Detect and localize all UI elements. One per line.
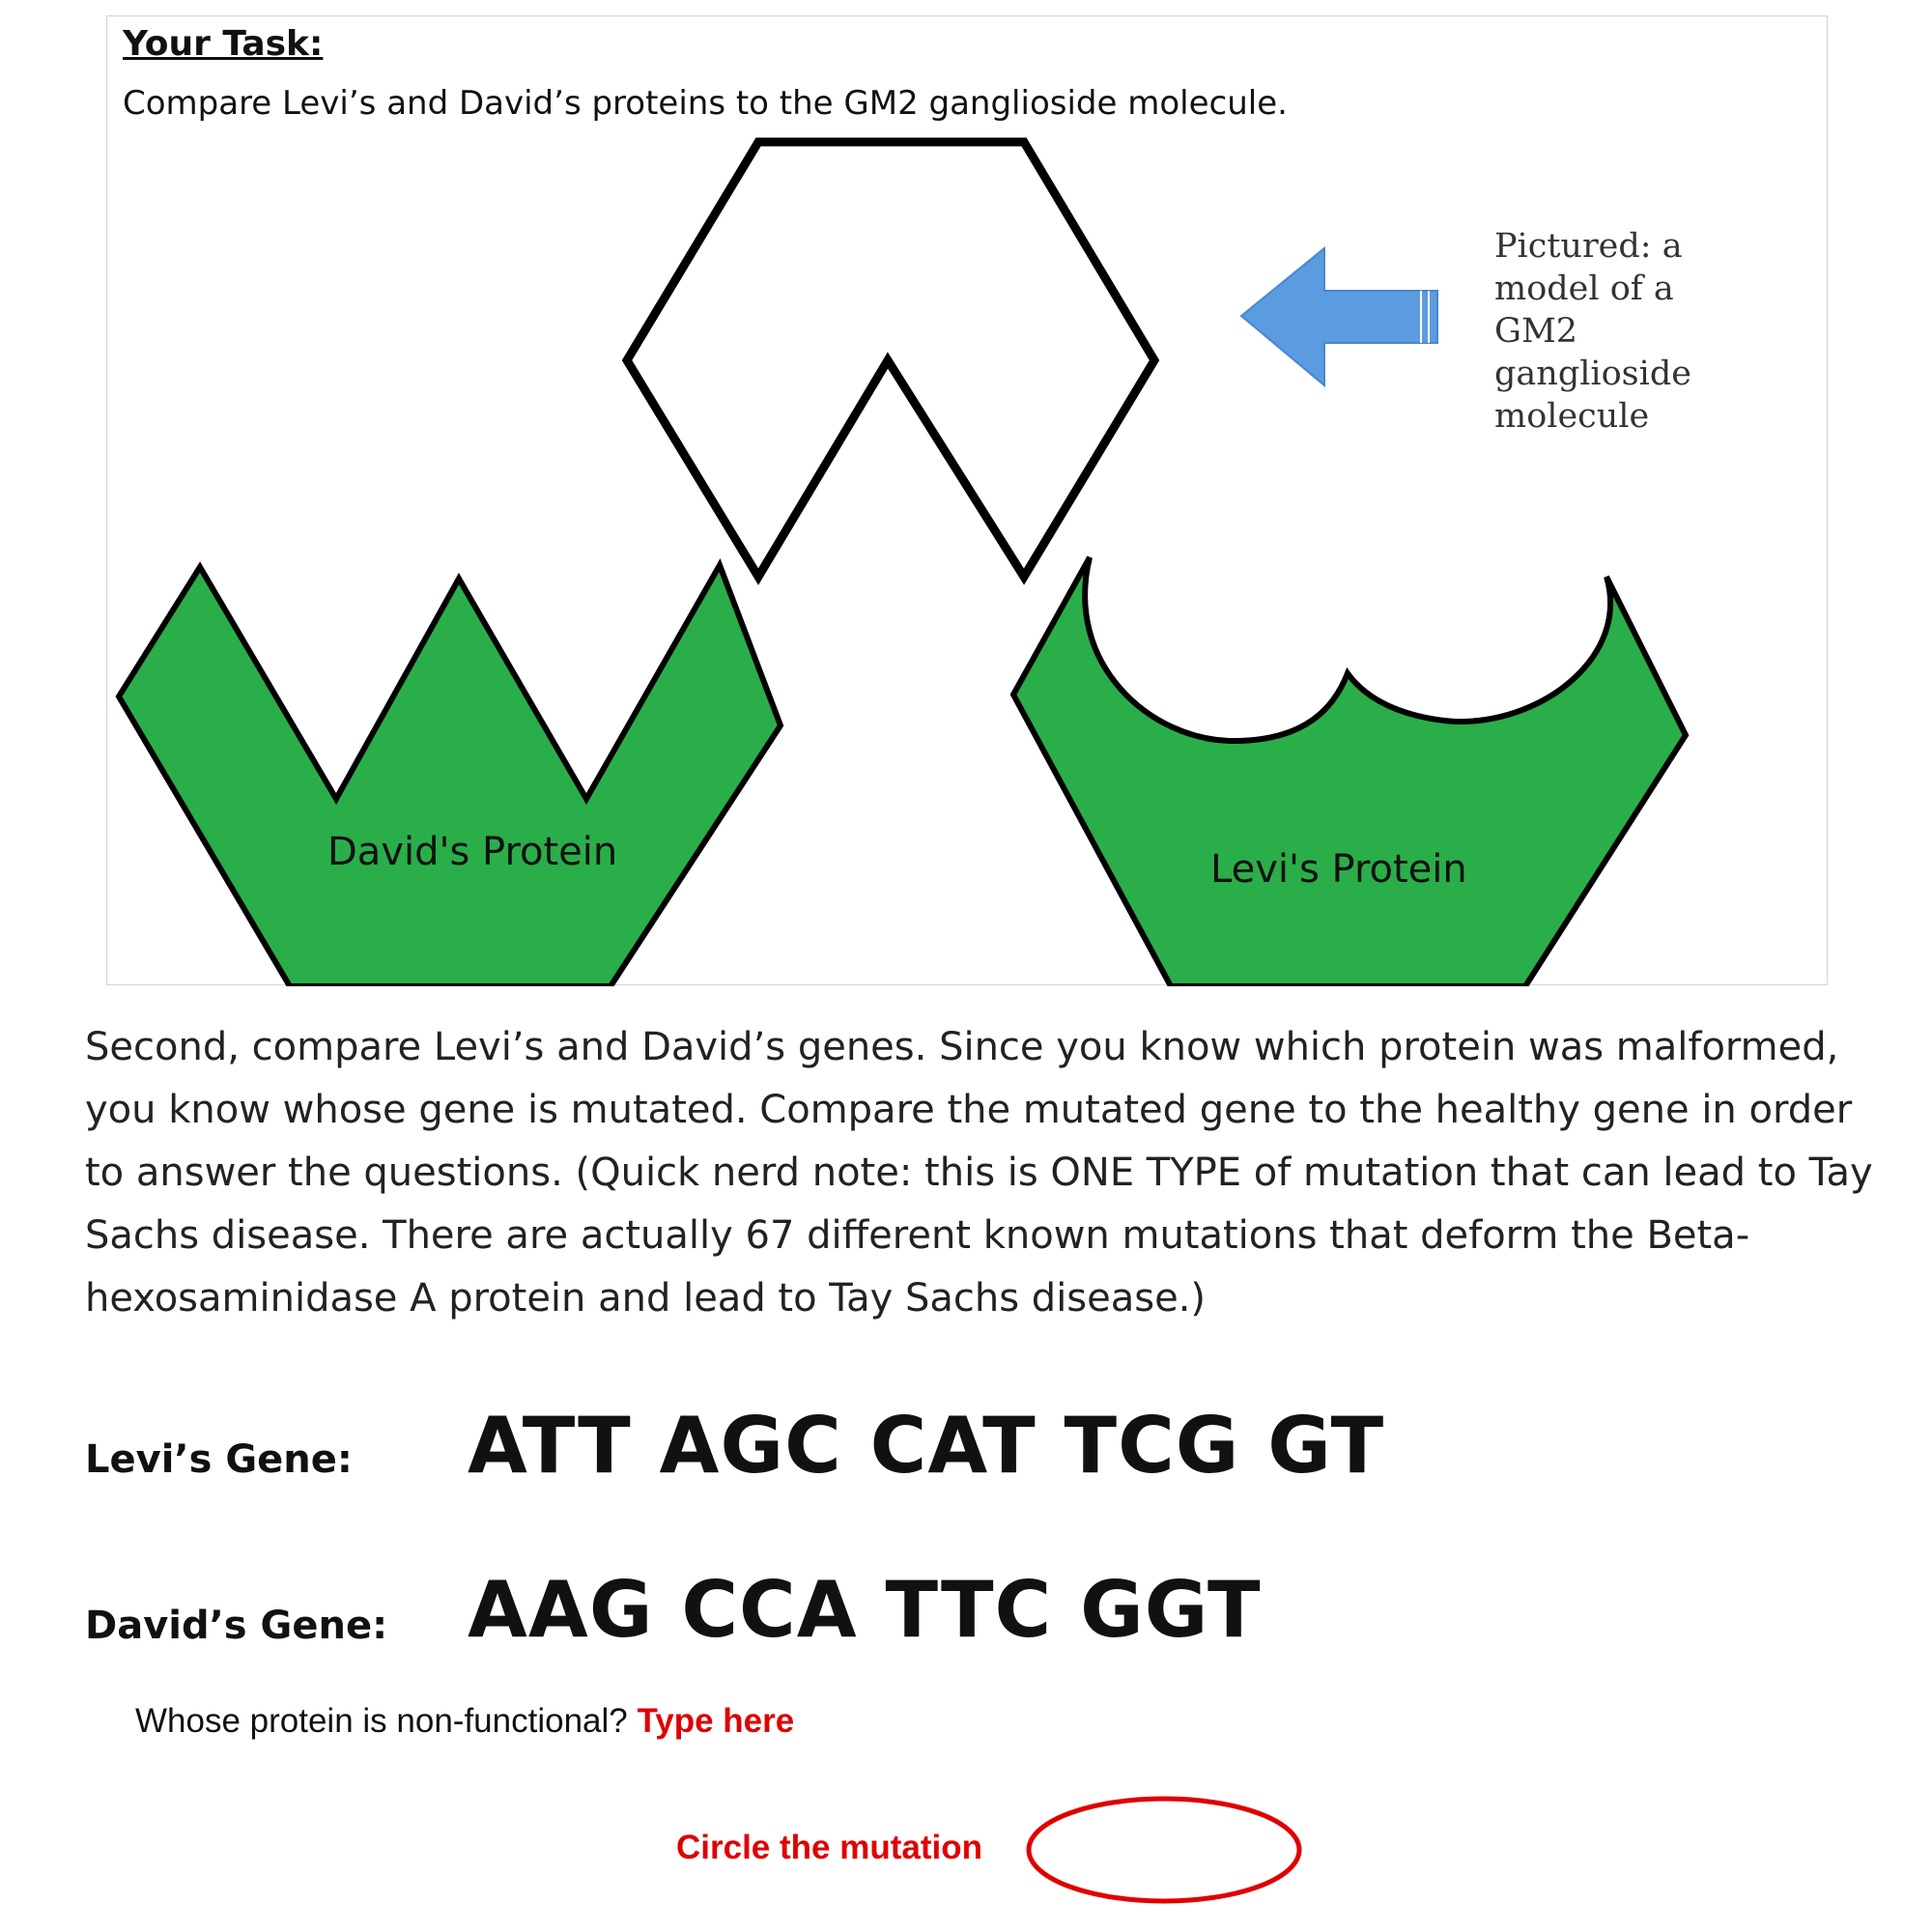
protein-diagram bbox=[107, 16, 1829, 986]
arrow-left-icon bbox=[1241, 248, 1437, 385]
mutation-circle-shape[interactable] bbox=[1024, 1795, 1304, 1906]
david-gene-sequence: AAG CCA TTC GGT bbox=[468, 1565, 1262, 1655]
david-gene-label: David’s Gene: bbox=[85, 1604, 388, 1648]
molecule-caption: Pictured: a model of a GM2 ganglioside molecule bbox=[1494, 227, 1691, 436]
question-prompt: Whose protein is non-functional? bbox=[135, 1702, 628, 1740]
gm2-molecule-shape bbox=[627, 142, 1154, 577]
levi-protein-label: Levi's Protein bbox=[1210, 847, 1467, 892]
task-instruction: Compare Levi’s and David’s proteins to the GM2 ganglioside molecule. bbox=[123, 84, 1288, 123]
question-row bbox=[135, 1702, 794, 1741]
david-protein-label: David's Protein bbox=[327, 830, 618, 874]
answer-input[interactable]: Type here bbox=[637, 1702, 795, 1740]
levi-gene-sequence: ATT AGC CAT TCG GT bbox=[468, 1401, 1385, 1491]
david-protein-shape bbox=[119, 565, 781, 986]
task-heading: Your Task: bbox=[123, 24, 324, 64]
levi-gene-label: Levi’s Gene: bbox=[85, 1437, 353, 1482]
task-panel bbox=[106, 15, 1828, 985]
instruction-paragraph: Second, compare Levi’s and David’s genes. Since you know which protein was malformed, you know whose gene is mutated. Compare the mutated gene to the healthy gene in order to answer the questions. (Quick nerd note: this is ONE TYPE of mutation that can lead to Tay Sachs disease. There are actually 67 different known mutations that deform the Beta-hexosaminidase A protein and lead to Tay Sachs disease.) bbox=[85, 1025, 1873, 1321]
circle-mutation-label: Circle the mutation bbox=[676, 1829, 982, 1866]
levi-protein-shape bbox=[1013, 557, 1686, 986]
